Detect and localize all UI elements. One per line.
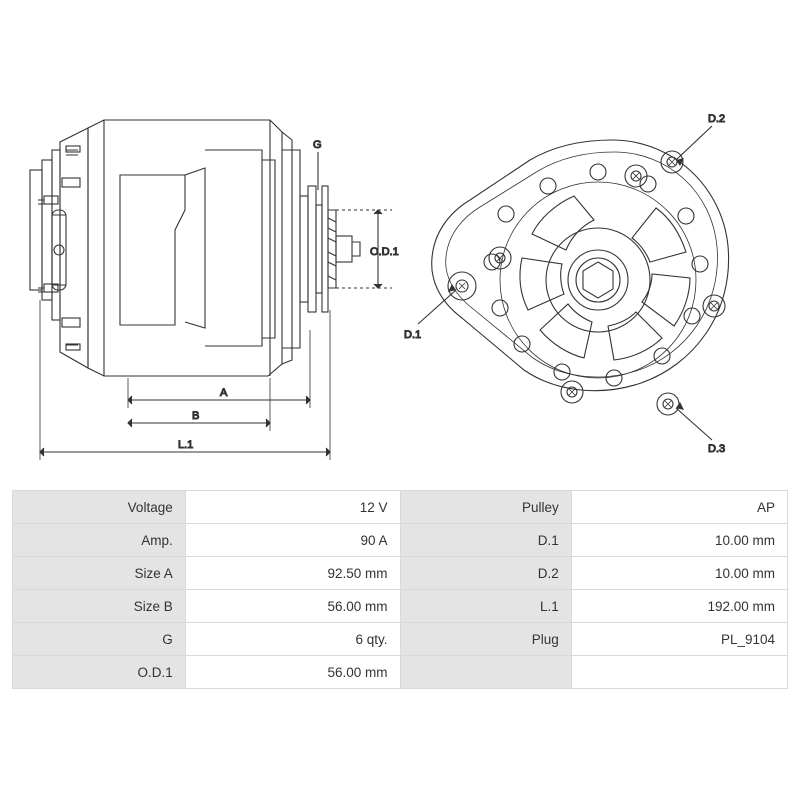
spec-label: L.1 (400, 590, 571, 623)
label-G: G (313, 139, 322, 151)
label-D2: D.2 (708, 113, 726, 125)
label-OD1: O.D.1 (370, 246, 399, 258)
spec-value: 56.00 mm (185, 590, 400, 623)
specification-table (12, 490, 788, 689)
label-D1: D.1 (404, 329, 422, 341)
spec-label-empty (400, 656, 571, 689)
spec-value: 12 V (185, 491, 400, 524)
label-L1: L.1 (178, 439, 194, 451)
table-row (13, 623, 788, 656)
table-row (13, 557, 788, 590)
spec-label: Size B (13, 590, 186, 623)
label-B: B (192, 410, 200, 422)
spec-value: PL_9104 (571, 623, 787, 656)
spec-label: Amp. (13, 524, 186, 557)
spec-label: Size A (13, 557, 186, 590)
spec-label: G (13, 623, 186, 656)
spec-value: 6 qty. (185, 623, 400, 656)
label-D3: D.3 (708, 443, 726, 455)
spec-label: Pulley (400, 491, 571, 524)
spec-value-empty (571, 656, 787, 689)
table-row (13, 656, 788, 689)
table-row (13, 524, 788, 557)
spec-label: O.D.1 (13, 656, 186, 689)
spec-label: D.2 (400, 557, 571, 590)
spec-value: 92.50 mm (185, 557, 400, 590)
spec-label: Plug (400, 623, 571, 656)
label-A: A (220, 387, 228, 399)
spec-label: Voltage (13, 491, 186, 524)
front-view (404, 113, 729, 455)
spec-value: 90 A (185, 524, 400, 557)
side-view (30, 120, 399, 460)
table-row (13, 491, 788, 524)
spec-value: 192.00 mm (571, 590, 787, 623)
spec-value: 10.00 mm (571, 524, 787, 557)
spec-value: 10.00 mm (571, 557, 787, 590)
table-row (13, 590, 788, 623)
spec-value: 56.00 mm (185, 656, 400, 689)
spec-value: AP (571, 491, 787, 524)
spec-label: D.1 (400, 524, 571, 557)
